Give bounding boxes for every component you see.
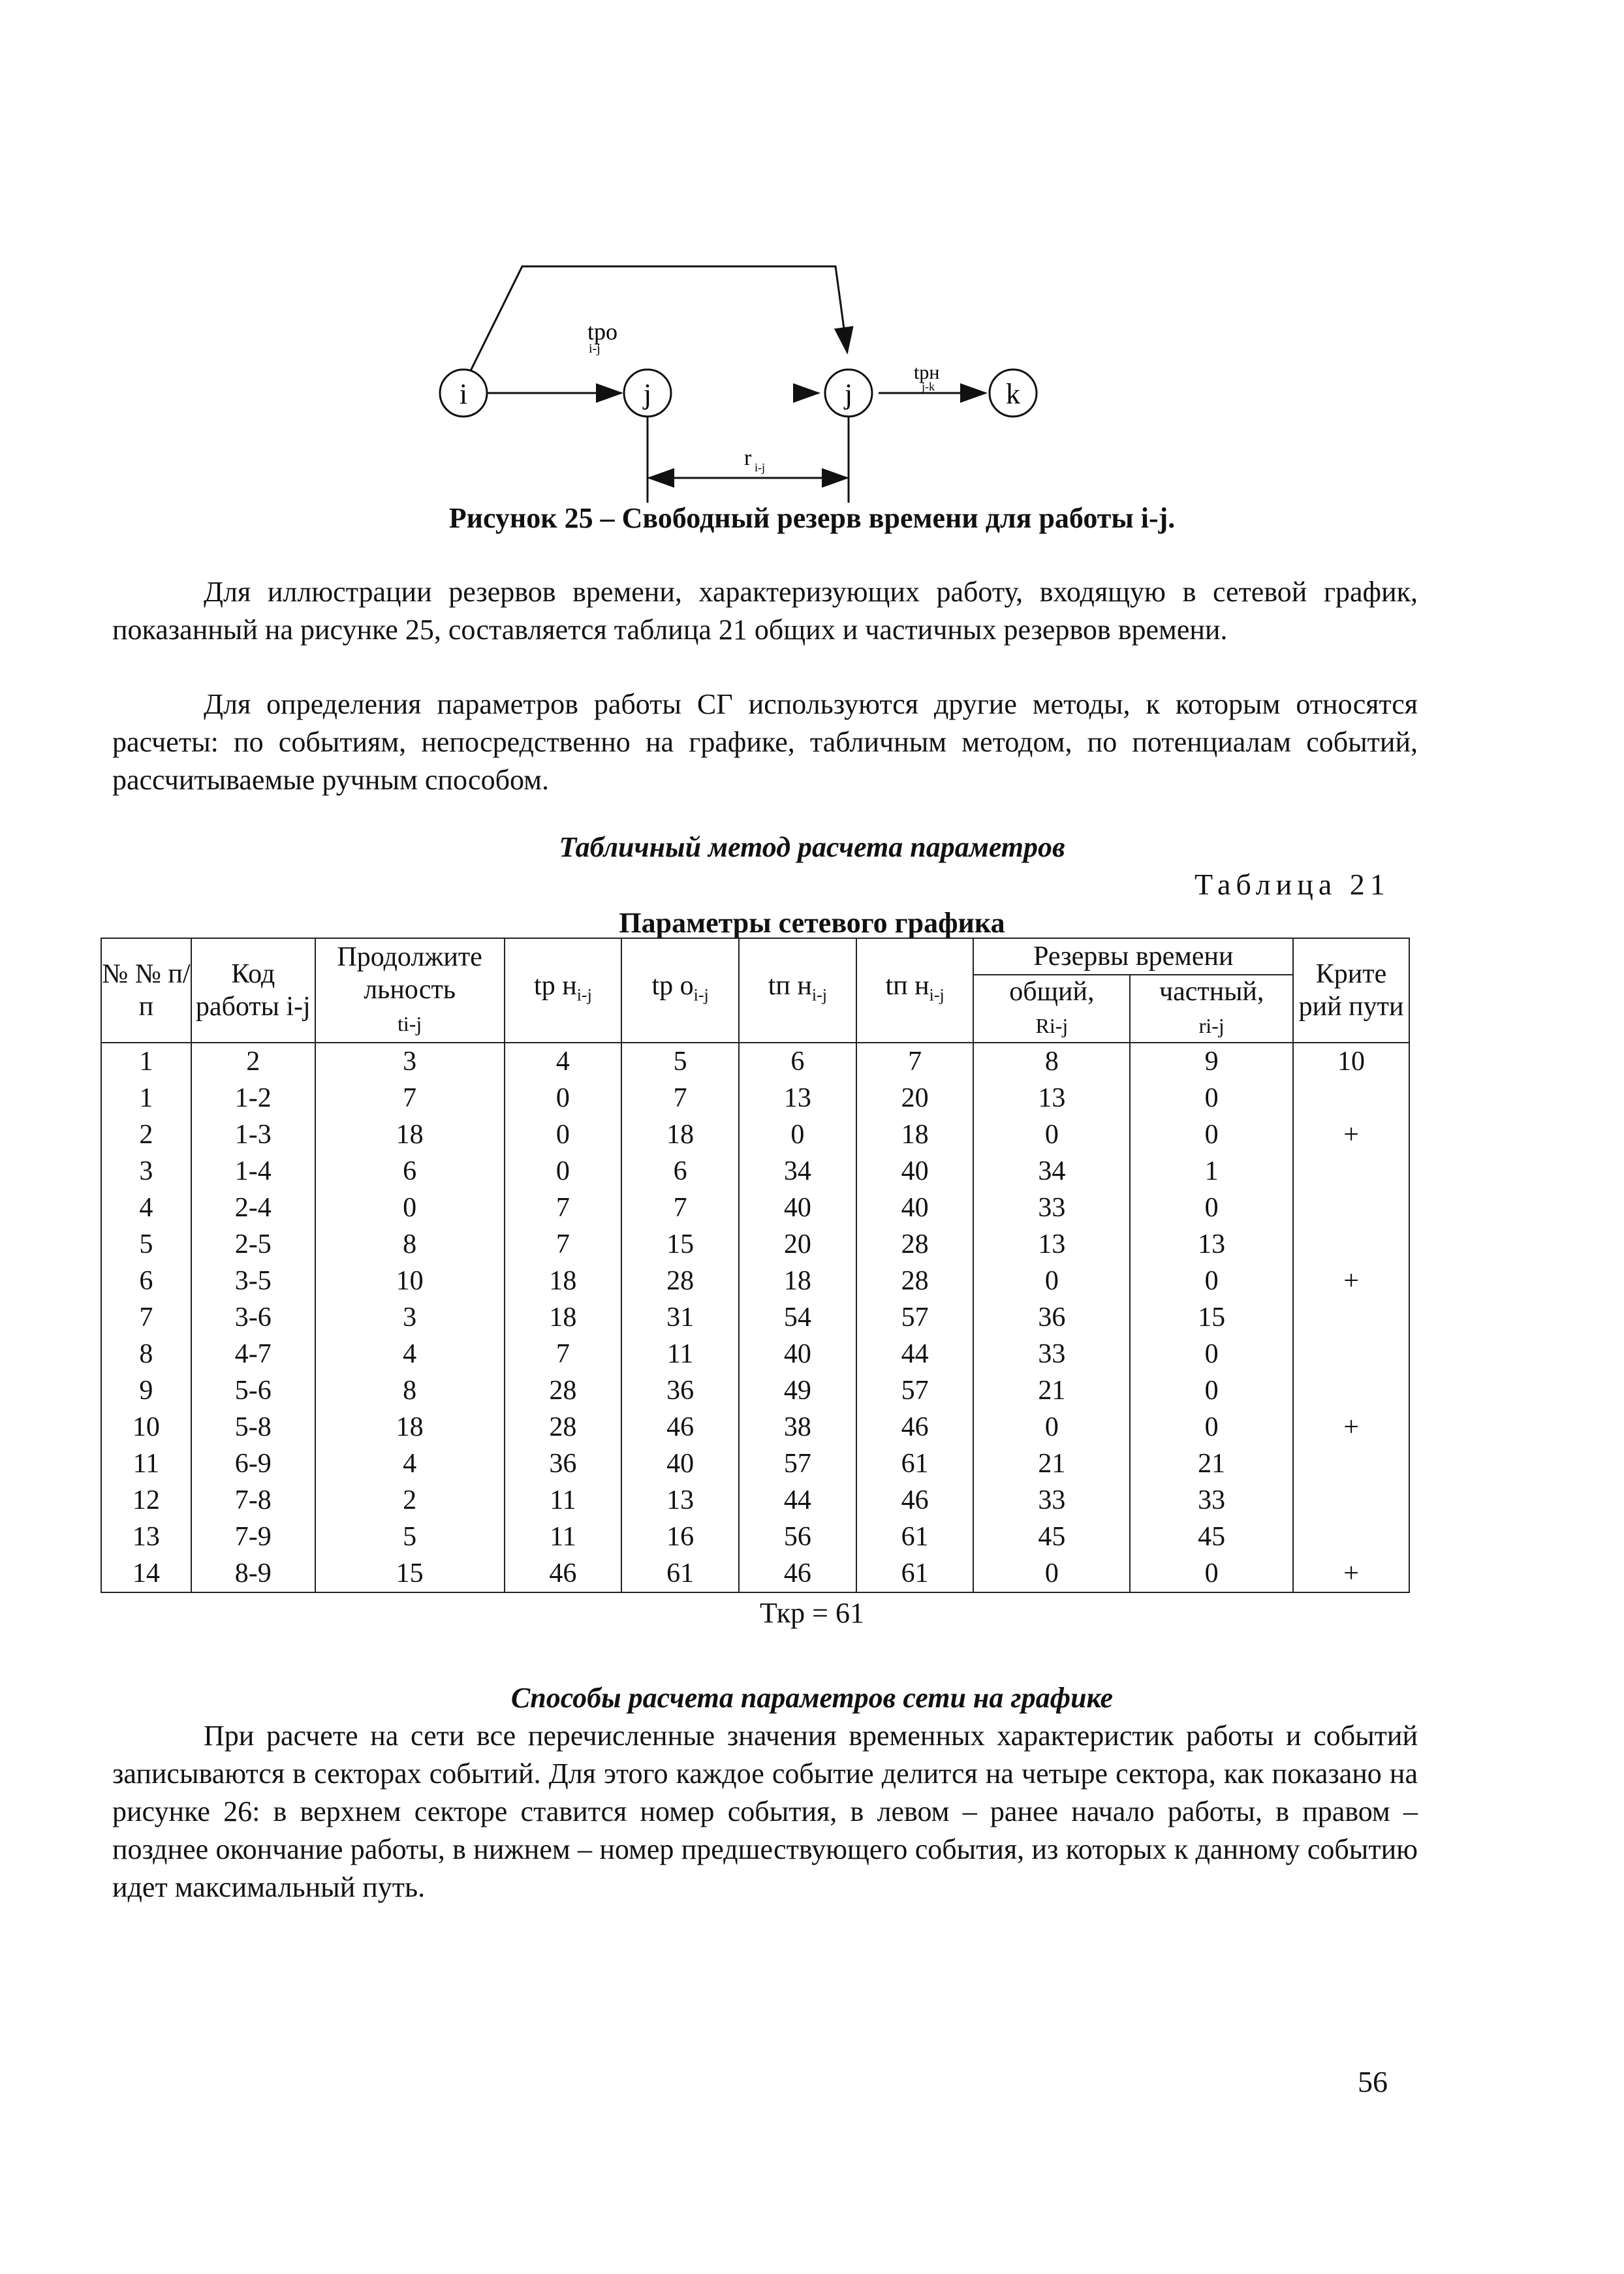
header-t-ro-sub: i-j [693, 985, 709, 1005]
table-cell: 40 [739, 1190, 856, 1226]
table-cell: 20 [856, 1080, 974, 1116]
table-row [101, 1336, 1409, 1372]
table-cell: 3 [315, 1043, 505, 1080]
table-cell: + [1293, 1263, 1409, 1299]
table-cell: 28 [505, 1372, 622, 1409]
table-cell: 3 [101, 1153, 191, 1190]
figure-caption: Рисунок 25 – Свободный резерв времени для работы i-j. [448, 502, 1176, 534]
paragraph-1: Для иллюстрации резервов времени, характеризующих работу, входящую в сетевой график, показанный на рисунке 25, составляется таблица 21 общих и частичных резервов времени. [112, 576, 1418, 646]
table-cell: 0 [1130, 1555, 1293, 1592]
table-cell: 15 [621, 1226, 739, 1263]
table-cell: 28 [621, 1263, 739, 1299]
table-cell: 3 [315, 1299, 505, 1336]
svg-text:j: j [844, 378, 853, 410]
table-cell: 0 [1130, 1372, 1293, 1409]
header-t-pn1-label: tп н [768, 970, 812, 1001]
table-cell [1293, 1482, 1409, 1519]
table-cell: 28 [856, 1263, 974, 1299]
table-cell: 61 [856, 1519, 974, 1555]
table-row [101, 1116, 1409, 1153]
table-cell: 13 [1130, 1226, 1293, 1263]
table-cell: 45 [973, 1519, 1130, 1555]
table-cell: 6 [621, 1153, 739, 1190]
table-row [101, 1372, 1409, 1409]
table-cell: + [1293, 1555, 1409, 1592]
table-cell: 0 [505, 1080, 622, 1116]
table-cell: 36 [973, 1299, 1130, 1336]
table-cell: 11 [621, 1336, 739, 1372]
table-cell: 0 [973, 1409, 1130, 1445]
table-cell: 0 [505, 1153, 622, 1190]
table-cell: 4 [505, 1043, 622, 1080]
label-t-ro-sub: i-j [589, 341, 601, 356]
node-j2 [825, 370, 872, 417]
table-title: Параметры сетевого графика [619, 907, 1005, 939]
table-cell: 44 [856, 1336, 974, 1372]
table-cell: 54 [739, 1299, 856, 1336]
header-general-sub: Ri-j [1035, 1014, 1069, 1037]
table-cell: 1-4 [191, 1153, 315, 1190]
network-diagram [392, 248, 1175, 509]
critical-path-length: Ткр = 61 [760, 1597, 864, 1629]
table-cell: 12 [101, 1482, 191, 1519]
header-reserves: Резервы времени [973, 938, 1293, 975]
table-row [101, 1555, 1409, 1592]
svg-text:j: j [643, 378, 652, 410]
table-cell: 0 [1130, 1080, 1293, 1116]
label-t-ro: tро [587, 319, 618, 345]
table-cell: 36 [505, 1445, 622, 1482]
table-cell: 61 [856, 1445, 974, 1482]
paragraph-2: Для определения параметров работы СГ используются другие методы, к которым относятся расчеты: по событиям, непосредственно на графике, табличным методом, по потенциалам событий, рассчитываемые ручным способом. [112, 688, 1418, 796]
table-cell: 0 [973, 1555, 1130, 1592]
table-cell: 7 [856, 1043, 974, 1080]
table-cell: 36 [621, 1372, 739, 1409]
table-cell: 46 [856, 1482, 974, 1519]
table-cell: 8 [101, 1336, 191, 1372]
table-cell: 1 [101, 1080, 191, 1116]
table-cell: 33 [973, 1190, 1130, 1226]
table-cell: 44 [739, 1482, 856, 1519]
table-cell: 7 [505, 1226, 622, 1263]
label-t-rn-sub: j-k [922, 380, 935, 393]
table-cell: 0 [1130, 1263, 1293, 1299]
table-cell: 18 [856, 1116, 974, 1153]
table-cell [1293, 1336, 1409, 1372]
page-number: 56 [1358, 2065, 1388, 2098]
table-cell [1293, 1445, 1409, 1482]
section-title-table-method: Табличный метод расчета параметров [559, 831, 1065, 863]
table-cell: 34 [973, 1153, 1130, 1190]
table-row [101, 1263, 1409, 1299]
table-cell: 0 [1130, 1116, 1293, 1153]
header-critical: Крите рий пути [1293, 938, 1409, 1043]
table-cell: 46 [739, 1555, 856, 1592]
header-t-pn1 [739, 938, 856, 1043]
table-cell: 31 [621, 1299, 739, 1336]
header-general [973, 975, 1130, 1043]
table-cell: 34 [739, 1153, 856, 1190]
table-cell: 33 [973, 1482, 1130, 1519]
svg-text:k: k [1006, 378, 1020, 410]
table-cell: 0 [973, 1116, 1130, 1153]
table-cell: 11 [101, 1445, 191, 1482]
table-cell: 18 [315, 1409, 505, 1445]
table-cell: 18 [505, 1263, 622, 1299]
table-cell: 56 [739, 1519, 856, 1555]
table-cell: 18 [739, 1263, 856, 1299]
table-row [101, 1226, 1409, 1263]
table-cell [1293, 1372, 1409, 1409]
table-cell: 21 [1130, 1445, 1293, 1482]
table-cell: 6 [101, 1263, 191, 1299]
table-cell: 38 [739, 1409, 856, 1445]
table-cell: 2-5 [191, 1226, 315, 1263]
table-cell [1293, 1226, 1409, 1263]
table-cell: 6 [739, 1043, 856, 1080]
header-t-ro [621, 938, 739, 1043]
table-cell [1293, 1153, 1409, 1190]
table-cell: + [1293, 1409, 1409, 1445]
table-cell: + [1293, 1116, 1409, 1153]
table-cell: 46 [505, 1555, 622, 1592]
node-j1 [624, 370, 671, 417]
table-cell: 16 [621, 1519, 739, 1555]
table-cell: 40 [621, 1445, 739, 1482]
header-t-ro-label: tр о [651, 970, 694, 1001]
table-cell: 0 [505, 1116, 622, 1153]
table-cell: 7 [621, 1080, 739, 1116]
header-duration-label: Продолжите льность [337, 942, 482, 1005]
table-cell: 7 [505, 1190, 622, 1226]
table-cell: 57 [856, 1299, 974, 1336]
table-cell: 13 [621, 1482, 739, 1519]
table-cell: 0 [1130, 1190, 1293, 1226]
table-cell: 18 [505, 1299, 622, 1336]
table-cell: 4 [315, 1336, 505, 1372]
table-cell: 46 [856, 1409, 974, 1445]
table-cell: 33 [1130, 1482, 1293, 1519]
table-cell: 28 [856, 1226, 974, 1263]
table-cell: 13 [101, 1519, 191, 1555]
table-cell: 7 [505, 1336, 622, 1372]
table-cell: 11 [505, 1482, 622, 1519]
table-body [101, 1043, 1409, 1592]
header-partial-sub: ri-j [1198, 1014, 1225, 1037]
table-cell: 18 [315, 1116, 505, 1153]
table-cell: 13 [739, 1080, 856, 1116]
table-cell [1293, 1519, 1409, 1555]
table-cell: 8 [315, 1372, 505, 1409]
table-cell: 6-9 [191, 1445, 315, 1482]
label-r-sub: i-j [755, 461, 765, 474]
section-title-graph-methods: Способы расчета параметров сети на графике [510, 1682, 1114, 1714]
header-general-label: общий, [1009, 977, 1095, 1007]
table-cell [1293, 1190, 1409, 1226]
table-cell [1293, 1080, 1409, 1116]
header-t-rn [505, 938, 622, 1043]
header-t-pn2 [856, 938, 974, 1043]
table-cell: 11 [505, 1519, 622, 1555]
table-cell: 5-8 [191, 1409, 315, 1445]
table-cell: 9 [1130, 1043, 1293, 1080]
table-cell: 1-2 [191, 1080, 315, 1116]
table-cell: 7 [101, 1299, 191, 1336]
table-cell: 20 [739, 1226, 856, 1263]
header-duration-sub: ti-j [397, 1012, 422, 1035]
table-cell: 45 [1130, 1519, 1293, 1555]
table-cell: 14 [101, 1555, 191, 1592]
table-row [101, 1409, 1409, 1445]
table-number: Таблица 21 [1195, 868, 1390, 901]
table-cell: 33 [973, 1336, 1130, 1372]
table-row [101, 1153, 1409, 1190]
header-duration [315, 938, 505, 1043]
table-cell: 61 [856, 1555, 974, 1592]
table-cell: 9 [101, 1372, 191, 1409]
table-cell: 49 [739, 1372, 856, 1409]
table-cell: 1-3 [191, 1116, 315, 1153]
table-cell: 40 [739, 1336, 856, 1372]
table-cell: 57 [739, 1445, 856, 1482]
header-partial [1130, 975, 1293, 1043]
table-cell: 40 [856, 1190, 974, 1226]
table-cell: 10 [315, 1263, 505, 1299]
table-cell: 6 [315, 1153, 505, 1190]
table-cell [1293, 1299, 1409, 1336]
table-cell: 40 [856, 1153, 974, 1190]
table-cell: 1 [101, 1043, 191, 1080]
table-row [101, 1190, 1409, 1226]
table-cell: 15 [1130, 1299, 1293, 1336]
header-t-pn1-sub: i-j [811, 985, 827, 1005]
table-cell: 0 [739, 1116, 856, 1153]
table-cell: 4 [315, 1445, 505, 1482]
arc-i-to-j2 [463, 266, 847, 385]
header-partial-label: частный, [1159, 977, 1264, 1007]
table-cell: 18 [621, 1116, 739, 1153]
table-cell: 57 [856, 1372, 974, 1409]
table-row [101, 1482, 1409, 1519]
table-cell: 7 [621, 1190, 739, 1226]
header-t-pn2-label: tп н [885, 970, 929, 1001]
label-r: r [744, 446, 752, 470]
table-cell: 2-4 [191, 1190, 315, 1226]
table-row [101, 1445, 1409, 1482]
table-row [101, 1043, 1409, 1080]
label-t-rn: tрн [914, 362, 940, 383]
table-cell: 8 [973, 1043, 1130, 1080]
table-cell: 46 [621, 1409, 739, 1445]
parameters-table [101, 938, 1410, 1593]
table-cell: 7-9 [191, 1519, 315, 1555]
table-row [101, 1080, 1409, 1116]
table-cell: 2 [101, 1116, 191, 1153]
table-cell: 2 [191, 1043, 315, 1080]
paragraph-3: При расчете на сети все перечисленные значения временных характеристик работы и событий записываются в секторах событий. Для этого каждое событие делится на четыре сектора, как показано на рисунке 26: в верхнем секторе ставится номер события, в левом – ранее начало работы, в правом – позднее окончание работы, в нижнем – номер предшествующего события, из которых к данному событию идет максимальный путь. [112, 1720, 1418, 1903]
table-cell: 7-8 [191, 1482, 315, 1519]
table-cell: 5 [315, 1519, 505, 1555]
header-num: № № п/п [101, 938, 191, 1043]
table-cell: 7 [315, 1080, 505, 1116]
table-cell: 3-5 [191, 1263, 315, 1299]
table-cell: 5 [621, 1043, 739, 1080]
svg-text:i: i [459, 378, 468, 410]
header-t-rn-sub: i-j [576, 985, 592, 1005]
table-cell: 0 [1130, 1336, 1293, 1372]
table-cell: 13 [973, 1226, 1130, 1263]
header-code: Код работы i-j [191, 938, 315, 1043]
table-row [101, 1299, 1409, 1336]
table-cell: 10 [101, 1409, 191, 1445]
table-cell: 3-6 [191, 1299, 315, 1336]
table-cell: 61 [621, 1555, 739, 1592]
table-cell: 21 [973, 1372, 1130, 1409]
table-cell: 28 [505, 1409, 622, 1445]
table-cell: 8 [315, 1226, 505, 1263]
table-cell: 21 [973, 1445, 1130, 1482]
table-cell: 0 [315, 1190, 505, 1226]
table-cell: 0 [973, 1263, 1130, 1299]
header-t-rn-label: tр н [534, 970, 577, 1001]
table-row [101, 1519, 1409, 1555]
header-t-pn2-sub: i-j [929, 985, 945, 1005]
table-cell: 10 [1293, 1043, 1409, 1080]
table-cell: 4 [101, 1190, 191, 1226]
table-cell: 15 [315, 1555, 505, 1592]
table-cell: 4-7 [191, 1336, 315, 1372]
table-cell: 1 [1130, 1153, 1293, 1190]
table-cell: 5 [101, 1226, 191, 1263]
table-cell: 2 [315, 1482, 505, 1519]
table-cell: 0 [1130, 1409, 1293, 1445]
table-cell: 5-6 [191, 1372, 315, 1409]
node-i [440, 370, 487, 417]
table-cell: 8-9 [191, 1555, 315, 1592]
node-k [990, 370, 1037, 417]
table-cell: 13 [973, 1080, 1130, 1116]
